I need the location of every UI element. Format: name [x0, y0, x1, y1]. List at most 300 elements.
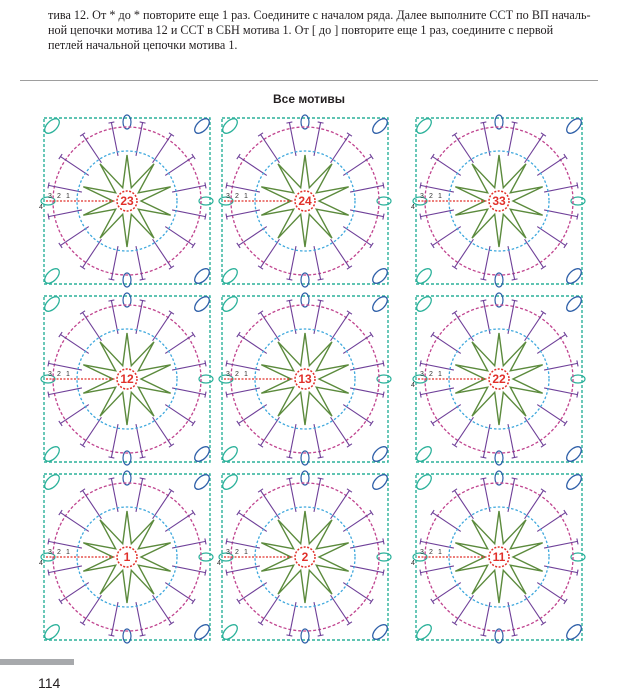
- spoke-tick: [226, 360, 227, 366]
- purple-spoke: [83, 490, 102, 518]
- round-label: 1: [244, 549, 248, 556]
- purple-spoke: [165, 513, 193, 532]
- spoke-tick: [480, 457, 486, 458]
- corner-cluster: [42, 444, 62, 464]
- spoke-tick: [564, 243, 567, 248]
- round-label: 1: [66, 549, 70, 556]
- purple-spoke: [60, 513, 88, 532]
- spoke-tick: [541, 266, 546, 269]
- spoke-tick: [59, 599, 62, 604]
- spoke-tick: [564, 510, 567, 515]
- motif: [39, 115, 213, 287]
- purple-spoke: [60, 227, 88, 246]
- corner-cluster: [564, 266, 584, 286]
- spoke-tick: [347, 133, 352, 136]
- corner-cluster: [370, 116, 390, 136]
- spoke-tick: [226, 538, 227, 544]
- purple-spoke: [83, 417, 102, 445]
- motif-number: 11: [492, 550, 506, 564]
- spoke-tick: [80, 489, 85, 492]
- intro-line: ной цепочки мотива 12 и ССТ в СБН мотива 1. От [ до ] повторите еще 1 раз, соедините с первой: [48, 23, 554, 37]
- spoke-tick: [205, 538, 206, 544]
- spoke-tick: [140, 478, 146, 479]
- spoke-tick: [205, 392, 206, 398]
- spoke-tick: [383, 182, 384, 188]
- spoke-tick: [420, 360, 421, 366]
- spoke-tick: [80, 311, 85, 314]
- intro-line: тива 12. От * до * повторите еще 1 раз. Соедините с началом ряда. Далее выполните ССТ по ВП началь-: [48, 8, 591, 22]
- corner-cluster: [220, 266, 240, 286]
- corner-cluster: [192, 116, 212, 136]
- intro-line: петлей начальной цепочки мотива 1.: [48, 38, 238, 52]
- purple-spoke: [537, 405, 565, 424]
- round-label: 2: [57, 371, 61, 378]
- spoke-tick: [286, 122, 292, 123]
- spoke-tick: [383, 360, 384, 366]
- spoke-tick: [286, 300, 292, 301]
- spoke-tick: [577, 392, 578, 398]
- purple-spoke: [331, 417, 350, 445]
- purple-spoke: [432, 513, 460, 532]
- spoke-tick: [420, 214, 421, 220]
- spoke-tick: [512, 478, 518, 479]
- purple-spoke: [525, 490, 544, 518]
- spoke-tick: [541, 311, 546, 314]
- purple-spoke: [153, 239, 172, 267]
- spoke-tick: [541, 489, 546, 492]
- purple-spoke: [331, 239, 350, 267]
- row-label: 4: [217, 560, 221, 567]
- spoke-tick: [318, 300, 324, 301]
- spoke-tick: [318, 122, 324, 123]
- round-label: 2: [57, 193, 61, 200]
- motif-number: 2: [301, 550, 309, 564]
- motif-number: 1: [123, 550, 131, 564]
- spoke-tick: [205, 214, 206, 220]
- spoke-tick: [169, 489, 174, 492]
- purple-spoke: [261, 312, 280, 340]
- spoke-tick: [140, 300, 146, 301]
- purple-spoke: [455, 239, 474, 267]
- purple-spoke: [261, 490, 280, 518]
- intro-paragraph: [48, 8, 591, 53]
- purple-spoke: [343, 157, 371, 176]
- corner-cluster: [414, 266, 434, 286]
- round-label: 1: [438, 193, 442, 200]
- spoke-tick: [237, 243, 240, 248]
- purple-spoke: [238, 405, 266, 424]
- round-label: 1: [66, 371, 70, 378]
- spoke-tick: [192, 332, 195, 337]
- spoke-tick: [480, 635, 486, 636]
- purple-spoke: [343, 513, 371, 532]
- spoke-tick: [80, 622, 85, 625]
- page-tab: [0, 659, 74, 665]
- spoke-tick: [192, 243, 195, 248]
- spoke-tick: [431, 599, 434, 604]
- purple-spoke: [83, 239, 102, 267]
- spoke-tick: [480, 300, 486, 301]
- spoke-tick: [431, 154, 434, 159]
- purple-spoke: [238, 335, 266, 354]
- purple-spoke: [331, 134, 350, 162]
- spoke-tick: [431, 421, 434, 426]
- corner-cluster: [414, 116, 434, 136]
- spoke-tick: [169, 133, 174, 136]
- round-label: 3: [48, 549, 52, 556]
- corner-cluster: [414, 622, 434, 642]
- corner-cluster: [370, 444, 390, 464]
- spoke-tick: [108, 279, 114, 280]
- spoke-tick: [452, 622, 457, 625]
- spoke-tick: [318, 478, 324, 479]
- divider-line: [20, 80, 598, 81]
- purple-spoke: [153, 312, 172, 340]
- spoke-tick: [59, 154, 62, 159]
- purple-spoke: [525, 134, 544, 162]
- spoke-tick: [431, 332, 434, 337]
- motif: [219, 115, 391, 287]
- spoke-tick: [318, 279, 324, 280]
- spoke-tick: [541, 622, 546, 625]
- round-label: 2: [429, 371, 433, 378]
- spoke-tick: [192, 510, 195, 515]
- spoke-tick: [577, 570, 578, 576]
- purple-spoke: [261, 417, 280, 445]
- round-label: 1: [438, 371, 442, 378]
- spoke-tick: [258, 266, 263, 269]
- spoke-tick: [347, 489, 352, 492]
- purple-spoke: [83, 312, 102, 340]
- purple-spoke: [455, 134, 474, 162]
- corner-cluster: [370, 294, 390, 314]
- row-label: 4: [411, 382, 415, 389]
- spoke-tick: [370, 332, 373, 337]
- page-number: 114: [38, 675, 61, 691]
- spoke-tick: [237, 421, 240, 426]
- spoke-tick: [48, 392, 49, 398]
- round-label: 2: [429, 549, 433, 556]
- spoke-tick: [48, 538, 49, 544]
- purple-spoke: [525, 417, 544, 445]
- corner-cluster: [220, 472, 240, 492]
- purple-spoke: [261, 595, 280, 623]
- purple-spoke: [165, 227, 193, 246]
- spoke-tick: [383, 214, 384, 220]
- round-label: 2: [235, 549, 239, 556]
- spoke-tick: [541, 133, 546, 136]
- purple-spoke: [83, 595, 102, 623]
- spoke-tick: [258, 622, 263, 625]
- spoke-tick: [237, 154, 240, 159]
- spoke-tick: [431, 243, 434, 248]
- purple-spoke: [525, 595, 544, 623]
- spoke-tick: [318, 457, 324, 458]
- spoke-tick: [318, 635, 324, 636]
- round-label: 2: [235, 371, 239, 378]
- motif: [39, 471, 213, 643]
- spoke-tick: [169, 311, 174, 314]
- motif: [217, 471, 391, 643]
- spoke-tick: [452, 133, 457, 136]
- purple-spoke: [153, 134, 172, 162]
- spoke-tick: [480, 122, 486, 123]
- spoke-tick: [577, 360, 578, 366]
- motif: [411, 471, 585, 643]
- motif-number: 12: [120, 372, 134, 386]
- spoke-tick: [420, 392, 421, 398]
- row-label: 4: [39, 560, 43, 567]
- purple-spoke: [537, 157, 565, 176]
- row-label: 4: [411, 560, 415, 567]
- spoke-tick: [258, 489, 263, 492]
- spoke-tick: [512, 279, 518, 280]
- purple-spoke: [261, 134, 280, 162]
- purple-spoke: [238, 513, 266, 532]
- round-label: 3: [226, 371, 230, 378]
- purple-spoke: [331, 595, 350, 623]
- spoke-tick: [80, 266, 85, 269]
- corner-cluster: [564, 116, 584, 136]
- corner-cluster: [564, 472, 584, 492]
- round-label: 2: [57, 549, 61, 556]
- spoke-tick: [370, 154, 373, 159]
- spoke-tick: [59, 421, 62, 426]
- purple-spoke: [432, 157, 460, 176]
- spoke-tick: [512, 635, 518, 636]
- spoke-tick: [564, 599, 567, 604]
- corner-cluster: [192, 294, 212, 314]
- round-label: 3: [48, 371, 52, 378]
- spoke-tick: [59, 243, 62, 248]
- spoke-tick: [577, 214, 578, 220]
- corner-cluster: [564, 444, 584, 464]
- spoke-tick: [59, 332, 62, 337]
- spoke-tick: [577, 182, 578, 188]
- purple-spoke: [455, 595, 474, 623]
- spoke-tick: [347, 622, 352, 625]
- spoke-tick: [192, 599, 195, 604]
- spoke-tick: [347, 266, 352, 269]
- round-label: 3: [48, 193, 52, 200]
- spoke-tick: [140, 122, 146, 123]
- spoke-tick: [258, 444, 263, 447]
- purple-spoke: [238, 583, 266, 602]
- purple-spoke: [432, 405, 460, 424]
- spoke-tick: [226, 182, 227, 188]
- spoke-tick: [452, 311, 457, 314]
- corner-cluster: [220, 622, 240, 642]
- corner-cluster: [42, 294, 62, 314]
- row-label: 4: [39, 204, 43, 211]
- purple-spoke: [165, 583, 193, 602]
- spoke-tick: [370, 421, 373, 426]
- purple-spoke: [455, 490, 474, 518]
- corner-cluster: [192, 266, 212, 286]
- spoke-tick: [226, 214, 227, 220]
- spoke-tick: [140, 457, 146, 458]
- spoke-tick: [383, 538, 384, 544]
- purple-spoke: [60, 405, 88, 424]
- purple-spoke: [153, 595, 172, 623]
- corner-cluster: [564, 294, 584, 314]
- spoke-tick: [169, 622, 174, 625]
- corner-cluster: [42, 622, 62, 642]
- round-label: 3: [420, 549, 424, 556]
- spoke-tick: [383, 392, 384, 398]
- purple-spoke: [455, 312, 474, 340]
- spoke-tick: [370, 243, 373, 248]
- purple-spoke: [60, 335, 88, 354]
- spoke-tick: [383, 570, 384, 576]
- purple-spoke: [165, 335, 193, 354]
- spoke-tick: [192, 421, 195, 426]
- spoke-tick: [452, 266, 457, 269]
- round-label: 2: [235, 193, 239, 200]
- spoke-tick: [80, 444, 85, 447]
- spoke-tick: [226, 392, 227, 398]
- spoke-tick: [564, 154, 567, 159]
- round-label: 2: [429, 193, 433, 200]
- spoke-tick: [108, 457, 114, 458]
- spoke-tick: [512, 457, 518, 458]
- round-label: 1: [438, 549, 442, 556]
- spoke-tick: [205, 182, 206, 188]
- spoke-tick: [192, 154, 195, 159]
- corner-cluster: [414, 472, 434, 492]
- spoke-tick: [286, 457, 292, 458]
- purple-spoke: [537, 335, 565, 354]
- corner-cluster: [370, 472, 390, 492]
- spoke-tick: [48, 182, 49, 188]
- corner-cluster: [564, 622, 584, 642]
- spoke-tick: [512, 300, 518, 301]
- motif-number: 23: [120, 194, 134, 208]
- corner-cluster: [220, 444, 240, 464]
- spoke-tick: [431, 510, 434, 515]
- corner-cluster: [42, 116, 62, 136]
- spoke-tick: [347, 444, 352, 447]
- corner-cluster: [414, 444, 434, 464]
- spoke-tick: [286, 478, 292, 479]
- motif: [41, 293, 213, 465]
- spoke-tick: [420, 182, 421, 188]
- spoke-tick: [541, 444, 546, 447]
- purple-spoke: [537, 513, 565, 532]
- spoke-tick: [347, 311, 352, 314]
- motif: [411, 115, 585, 287]
- spoke-tick: [108, 300, 114, 301]
- spoke-tick: [205, 360, 206, 366]
- spoke-tick: [237, 332, 240, 337]
- round-label: 1: [244, 371, 248, 378]
- corner-cluster: [42, 472, 62, 492]
- purple-spoke: [343, 335, 371, 354]
- spoke-tick: [169, 266, 174, 269]
- spoke-tick: [452, 444, 457, 447]
- spoke-tick: [370, 510, 373, 515]
- purple-spoke: [331, 490, 350, 518]
- spoke-tick: [577, 538, 578, 544]
- row-label: 4: [411, 204, 415, 211]
- purple-spoke: [525, 239, 544, 267]
- round-label: 3: [420, 371, 424, 378]
- spoke-tick: [108, 478, 114, 479]
- purple-spoke: [432, 583, 460, 602]
- corner-cluster: [414, 294, 434, 314]
- purple-spoke: [238, 227, 266, 246]
- purple-spoke: [525, 312, 544, 340]
- motif-number: 33: [492, 194, 506, 208]
- spoke-tick: [237, 510, 240, 515]
- purple-spoke: [165, 157, 193, 176]
- spoke-tick: [226, 570, 227, 576]
- spoke-tick: [564, 421, 567, 426]
- corner-cluster: [220, 294, 240, 314]
- spoke-tick: [48, 214, 49, 220]
- round-label: 1: [66, 193, 70, 200]
- purple-spoke: [261, 239, 280, 267]
- corner-cluster: [192, 622, 212, 642]
- spoke-tick: [420, 538, 421, 544]
- spoke-tick: [564, 332, 567, 337]
- purple-spoke: [432, 335, 460, 354]
- spoke-tick: [452, 489, 457, 492]
- spoke-tick: [512, 122, 518, 123]
- motif-number: 22: [492, 372, 506, 386]
- purple-spoke: [83, 134, 102, 162]
- purple-spoke: [455, 417, 474, 445]
- purple-spoke: [60, 157, 88, 176]
- purple-spoke: [537, 227, 565, 246]
- round-label: 3: [420, 193, 424, 200]
- spoke-tick: [140, 279, 146, 280]
- corner-cluster: [220, 116, 240, 136]
- spoke-tick: [258, 133, 263, 136]
- motif-number: 24: [298, 194, 312, 208]
- spoke-tick: [48, 360, 49, 366]
- spoke-tick: [48, 570, 49, 576]
- purple-spoke: [153, 490, 172, 518]
- purple-spoke: [238, 157, 266, 176]
- motif: [411, 293, 585, 465]
- spoke-tick: [237, 599, 240, 604]
- corner-cluster: [370, 622, 390, 642]
- purple-spoke: [343, 227, 371, 246]
- spoke-tick: [286, 635, 292, 636]
- spoke-tick: [286, 279, 292, 280]
- spoke-tick: [169, 444, 174, 447]
- spoke-tick: [59, 510, 62, 515]
- corner-cluster: [192, 472, 212, 492]
- purple-spoke: [331, 312, 350, 340]
- corner-cluster: [370, 266, 390, 286]
- spoke-tick: [480, 279, 486, 280]
- purple-spoke: [537, 583, 565, 602]
- section-title: Все мотивы: [273, 92, 345, 106]
- purple-spoke: [60, 583, 88, 602]
- purple-spoke: [165, 405, 193, 424]
- spoke-tick: [420, 570, 421, 576]
- round-label: 3: [226, 549, 230, 556]
- spoke-tick: [370, 599, 373, 604]
- purple-spoke: [432, 227, 460, 246]
- corner-cluster: [192, 444, 212, 464]
- crochet-motif-diagram: [38, 112, 593, 652]
- corner-cluster: [42, 266, 62, 286]
- spoke-tick: [205, 570, 206, 576]
- spoke-tick: [480, 478, 486, 479]
